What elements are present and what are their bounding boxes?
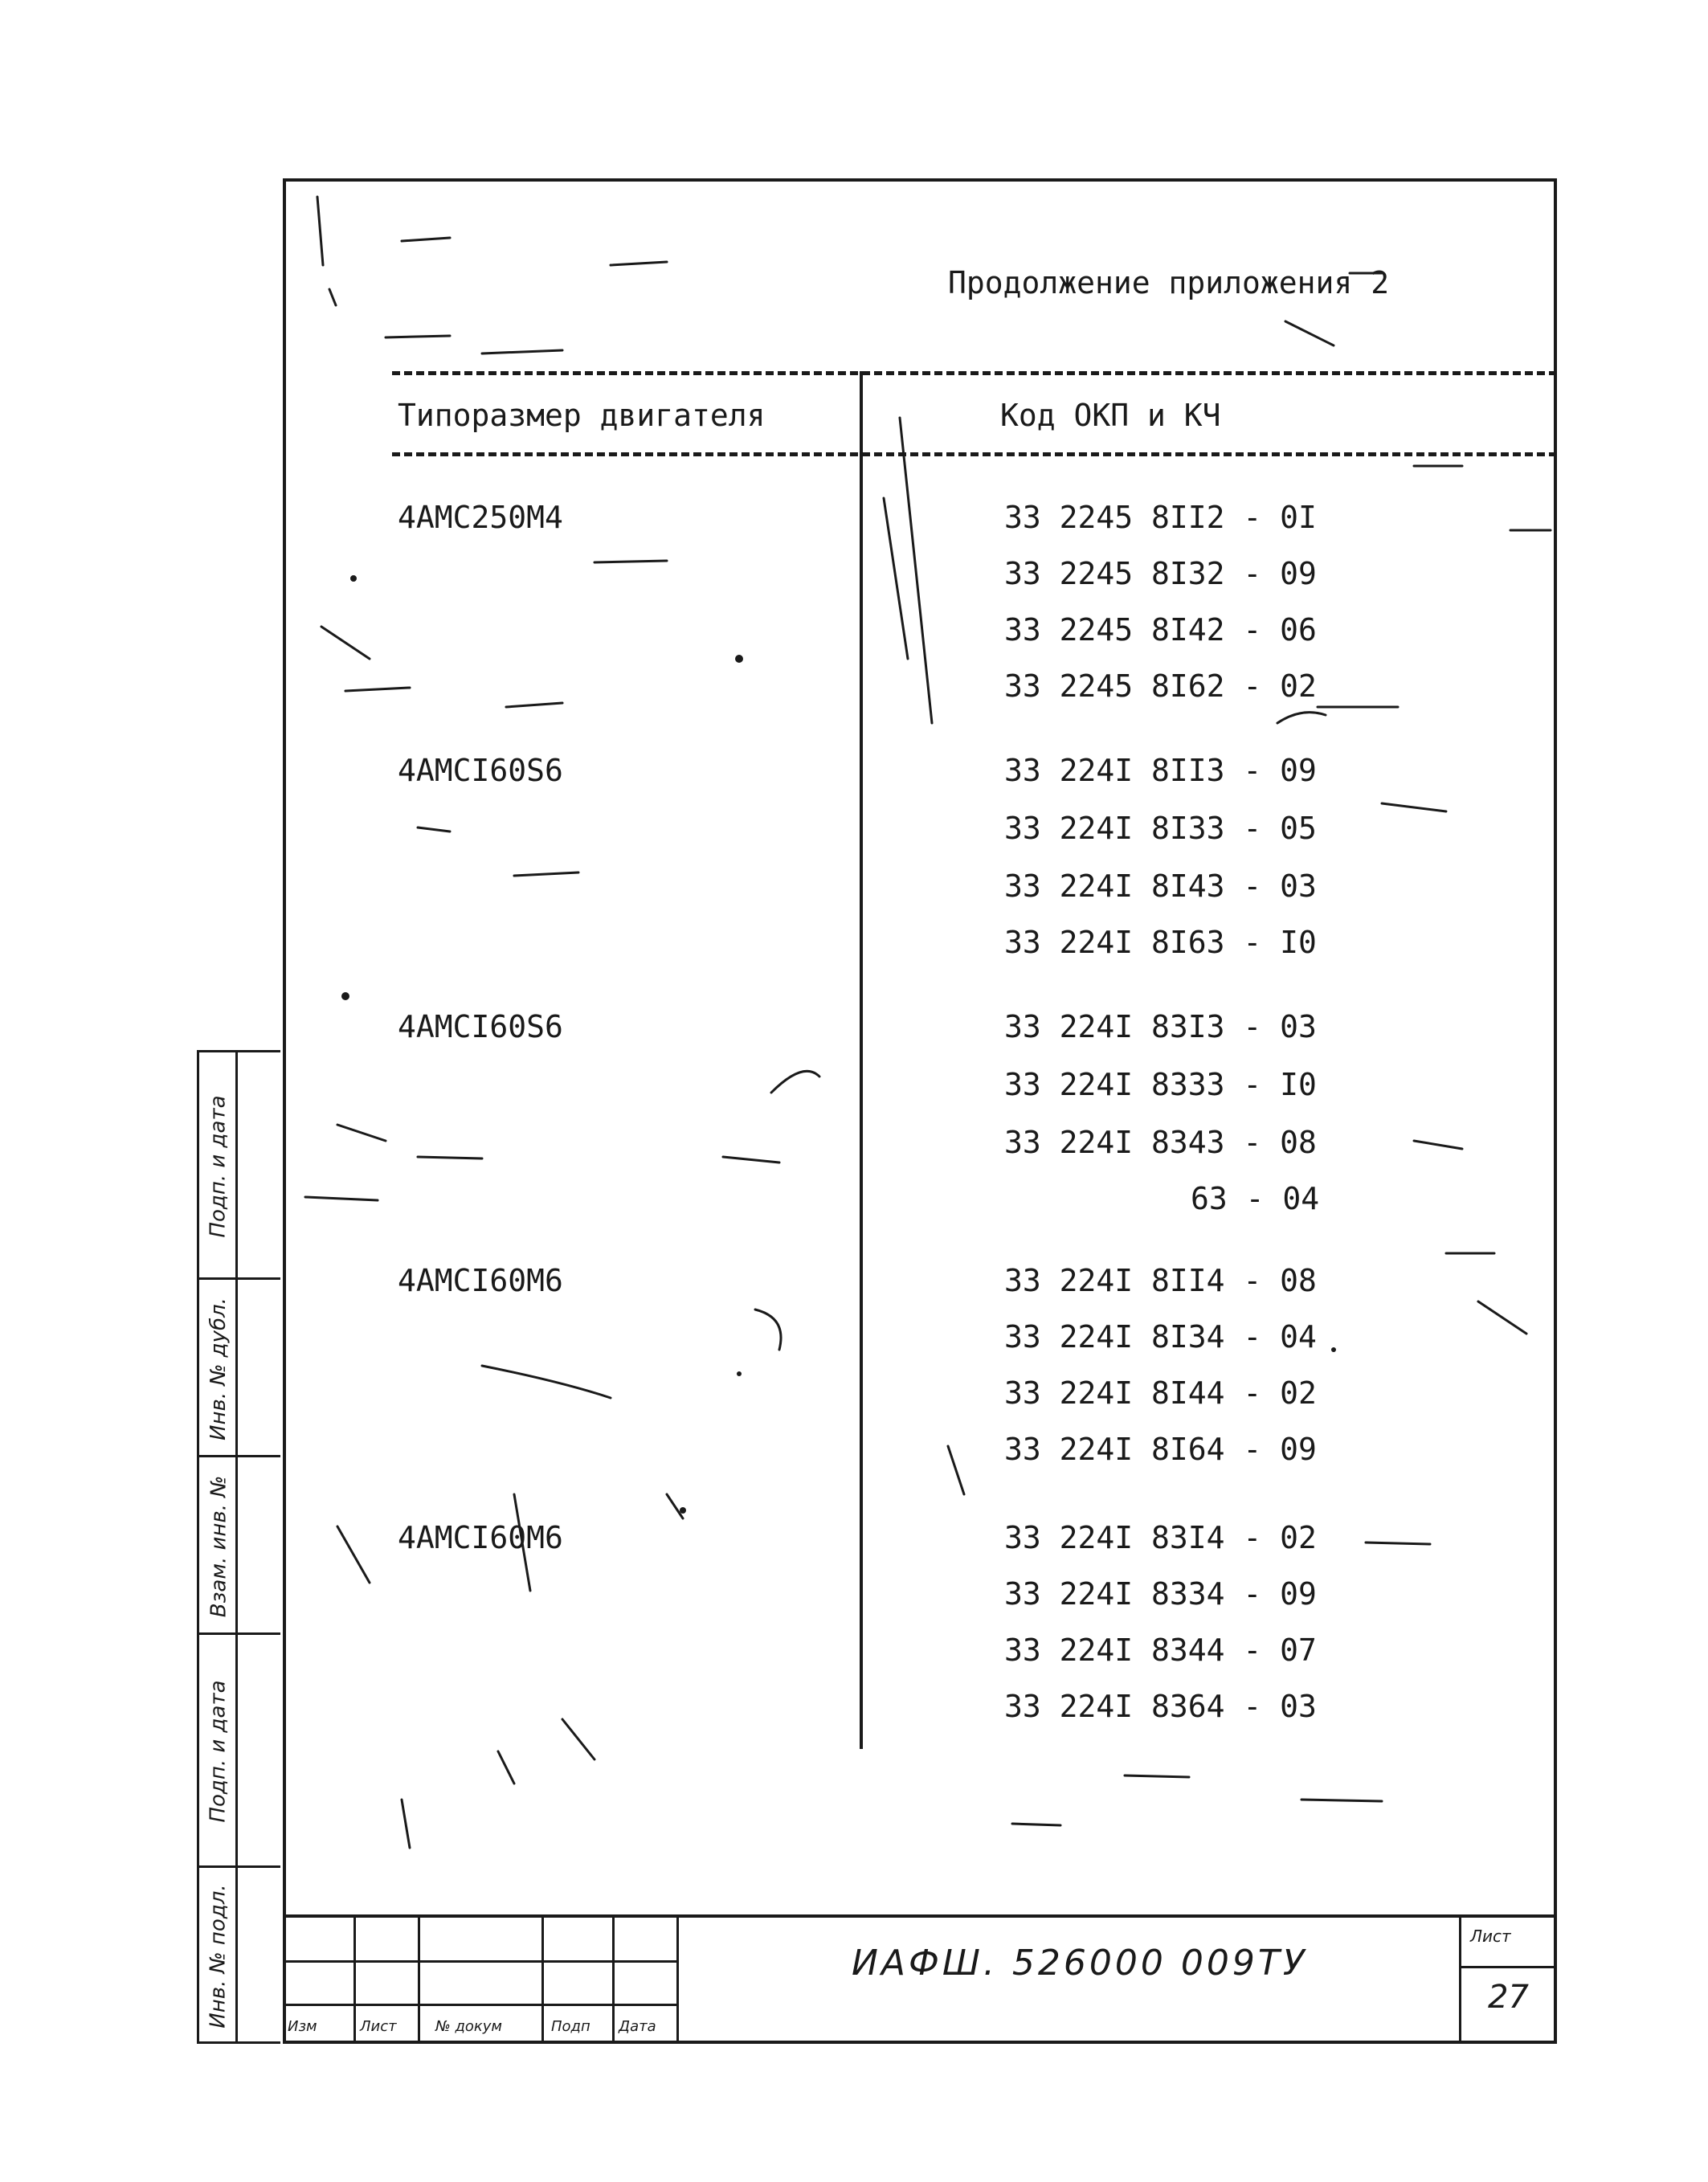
col-label-change: Изм <box>288 2018 317 2035</box>
sheet-label: Лист <box>1470 1927 1511 1946</box>
okp-code: 33 224I 8I34 - 04 <box>1004 1319 1317 1355</box>
strip-label-text: Подп. и дата <box>206 1680 231 1823</box>
okp-code: 33 2245 8I42 - 06 <box>1004 612 1317 648</box>
motor-type: 4АМС250М4 <box>398 500 563 535</box>
title-block-rule <box>283 1960 676 1963</box>
title-block-rule <box>541 1918 544 2044</box>
col-label-date: Дата <box>619 2018 656 2035</box>
document-number: ИАФШ. 526000 009ТУ <box>852 1943 1308 1984</box>
okp-code: 33 224I 8343 - 08 <box>1004 1125 1317 1160</box>
okp-code: 33 224I 8II4 - 08 <box>1004 1263 1317 1298</box>
col-label-signature: Подп <box>551 2018 590 2035</box>
strip-label-text: Инв. № подл. <box>206 1883 231 2029</box>
okp-code: 33 224I 8364 - 03 <box>1004 1689 1317 1724</box>
col-label-sheet: Лист <box>360 2018 397 2035</box>
title-block-rule <box>612 1918 615 2044</box>
okp-code: 33 224I 8I63 - I0 <box>1004 925 1317 960</box>
okp-code: 33 2245 8II2 - 0I <box>1004 500 1317 535</box>
motor-type: 4АМСI60М6 <box>398 1263 563 1298</box>
okp-code: 33 224I 8II3 - 09 <box>1004 753 1317 788</box>
okp-code: 33 224I 8344 - 07 <box>1004 1632 1317 1668</box>
title-block-rule <box>676 1918 679 2044</box>
strip-label-text: Подп. и дата <box>206 1094 231 1238</box>
title-block-rule <box>353 1918 356 2044</box>
okp-code: 33 224I 8334 - 09 <box>1004 1576 1317 1612</box>
title-block-rule <box>1459 1966 1557 1968</box>
okp-code: 33 224I 8I64 - 09 <box>1004 1432 1317 1467</box>
okp-code: 33 224I 83I4 - 02 <box>1004 1520 1317 1555</box>
okp-code: 33 224I 8I43 - 03 <box>1004 868 1317 904</box>
okp-code: 33 2245 8I32 - 09 <box>1004 556 1317 591</box>
okp-code: 63 - 04 <box>1191 1181 1320 1216</box>
strip-label-text: Инв. № дубл. <box>206 1297 231 1440</box>
continuation-heading: Продолжение приложения 2 <box>948 265 1390 300</box>
title-block-rule <box>1459 1918 1461 2044</box>
okp-code: 33 224I 8333 - I0 <box>1004 1067 1317 1102</box>
sheet-number: 27 <box>1488 1979 1529 2016</box>
column-header-okp-code: Код ОКП и КЧ <box>1000 398 1221 433</box>
column-header-motor-type: Типоразмер двигателя <box>398 398 766 433</box>
strip-label-text: Взам. инв. № <box>206 1475 231 1617</box>
motor-type: 4АМСI60S6 <box>398 1009 563 1044</box>
okp-code: 33 2245 8I62 - 02 <box>1004 668 1317 704</box>
motor-type: 4АМСI60S6 <box>398 753 563 788</box>
title-block-rule <box>418 1918 420 2044</box>
title-block-rule <box>283 2004 676 2006</box>
motor-type: 4АМСI60М6 <box>398 1520 563 1555</box>
okp-code: 33 224I 8I33 - 05 <box>1004 811 1317 846</box>
okp-code: 33 224I 83I3 - 03 <box>1004 1009 1317 1044</box>
col-label-doc-no: № докум <box>435 2018 503 2035</box>
okp-code: 33 224I 8I44 - 02 <box>1004 1375 1317 1411</box>
